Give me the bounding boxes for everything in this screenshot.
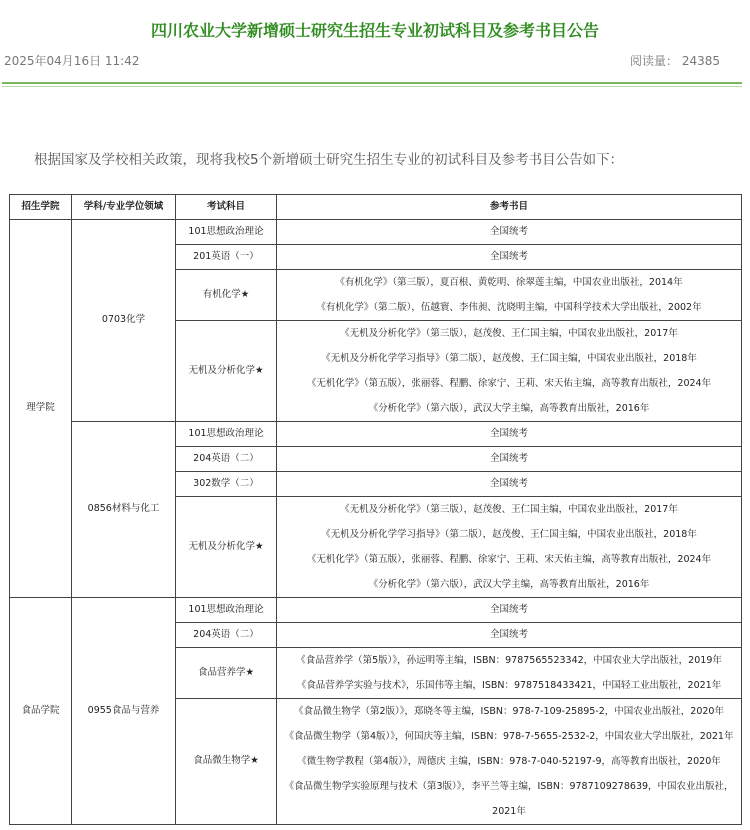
- books-cell: 全国统考: [277, 245, 742, 270]
- books-cell: 全国统考: [277, 220, 742, 245]
- book-line: 《分析化学》（第六版），武汉大学主编，高等教育出版社，2016年: [368, 579, 650, 590]
- book-line: 《食品营养学（第5版）》，孙远明等主编，ISBN：9787565523342，中国农业大学出版社，2019年: [296, 655, 722, 666]
- book-line: 《食品微生物学（第4版）》，何国庆等主编，ISBN：978-7-5655-2532-2，中国农业大学出版社，2021年: [284, 731, 734, 742]
- books-cell: 全国统考: [277, 422, 742, 447]
- subject-cell: 食品营养学★: [176, 648, 277, 699]
- major-cell: 0856材料与化工: [72, 422, 176, 598]
- books-cell: 全国统考: [277, 447, 742, 472]
- books-cell: [277, 497, 742, 598]
- books-cell: 全国统考: [277, 623, 742, 648]
- book-line: 《分析化学》（第六版），武汉大学主编，高等教育出版社，2016年: [368, 403, 650, 414]
- subject-cell: 204英语（二）: [176, 623, 277, 648]
- books-cell: [277, 648, 742, 699]
- subject-cell: 食品微生物学★: [176, 699, 277, 825]
- table-row: [10, 220, 742, 245]
- subject-cell: 101思想政治理论: [176, 422, 277, 447]
- book-line: 《无机化学》（第五版），张丽蓉、程鹏、徐家宁、王莉、宋天佑主编，高等教育出版社，2024年: [306, 554, 712, 565]
- table-row: [10, 598, 742, 623]
- book-line: 《食品微生物学（第2版）》，郑晓冬等主编，ISBN：978-7-109-25895-2，中国农业出版社，2020年: [294, 706, 724, 717]
- header-college: 招生学院: [10, 195, 72, 220]
- intro-paragraph: 根据国家及学校相关政策，现将我校5个新增硕士研究生招生专业的初试科目及参考书目公告如下：: [34, 152, 624, 168]
- article-title: 四川农业大学新增硕士研究生招生专业初试科目及参考书目公告: [150, 21, 599, 40]
- table-header-row: [10, 195, 742, 220]
- subject-cell: 201英语（一）: [176, 245, 277, 270]
- header-major: 学科/专业学位领域: [72, 195, 176, 220]
- table-row: [10, 422, 742, 447]
- book-line: 《无机及分析化学学习指导》（第二版），赵茂俊、王仁国主编，中国农业出版社，2018年: [321, 353, 697, 364]
- college-cell: 理学院: [10, 220, 72, 598]
- books-cell: [277, 699, 742, 825]
- book-line: 《微生物学教程（第4版）》，周德庆 主编，ISBN：978-7-040-52197-9，高等教育出版社，2020年: [297, 756, 721, 767]
- subject-cell: 204英语（二）: [176, 447, 277, 472]
- book-line: 《无机化学》（第五版），张丽蓉、程鹏、徐家宁、王莉、宋天佑主编，高等教育出版社，2024年: [306, 378, 712, 389]
- book-line: 《无机及分析化学学习指导》（第二版），赵茂俊、王仁国主编，中国农业出版社，2018年: [321, 529, 697, 540]
- books-cell: 全国统考: [277, 598, 742, 623]
- major-cell: 0703化学: [72, 220, 176, 422]
- header-subject: 考试科目: [176, 195, 277, 220]
- book-line: 《无机及分析化学》（第三版），赵茂俊、王仁国主编，中国农业出版社，2017年: [340, 504, 678, 515]
- book-line: 《有机化学》（第二版），伍越寰、李伟昶、沈晓明主编，中国科学技术大学出版社，2002年: [316, 302, 702, 313]
- books-cell: 全国统考: [277, 472, 742, 497]
- book-line: 《有机化学》（第三版），夏百根、黄乾明、徐翠莲主编，中国农业出版社，2014年: [335, 277, 683, 288]
- subject-cell: 101思想政治理论: [176, 220, 277, 245]
- read-count: 阅读量： 24385: [630, 54, 720, 68]
- divider: [2, 82, 742, 84]
- exam-subjects-table: [9, 194, 742, 825]
- divider-thin: [2, 86, 742, 87]
- book-line: 《无机及分析化学》（第三版），赵茂俊、王仁国主编，中国农业出版社，2017年: [340, 328, 678, 339]
- subject-cell: 无机及分析化学★: [176, 497, 277, 598]
- college-cell: 食品学院: [10, 598, 72, 825]
- subject-cell: 无机及分析化学★: [176, 321, 277, 422]
- subject-cell: 有机化学★: [176, 270, 277, 321]
- major-cell: 0955食品与营养: [72, 598, 176, 825]
- book-line: 2021年: [492, 806, 526, 817]
- books-cell: [277, 321, 742, 422]
- subject-cell: 302数学（二）: [176, 472, 277, 497]
- subject-cell: 101思想政治理论: [176, 598, 277, 623]
- book-line: 《食品营养学实验与技术》，乐国伟等主编，ISBN：9787518433421，中国轻工业出版社，2021年: [296, 680, 722, 691]
- publish-date: 2025年04月16日 11:42: [4, 54, 140, 68]
- books-cell: [277, 270, 742, 321]
- header-books: 参考书目: [277, 195, 742, 220]
- book-line: 《食品微生物学实验原理与技术（第3版）》，李平兰等主编，ISBN：9787109278639，中国农业出版社，: [284, 781, 734, 792]
